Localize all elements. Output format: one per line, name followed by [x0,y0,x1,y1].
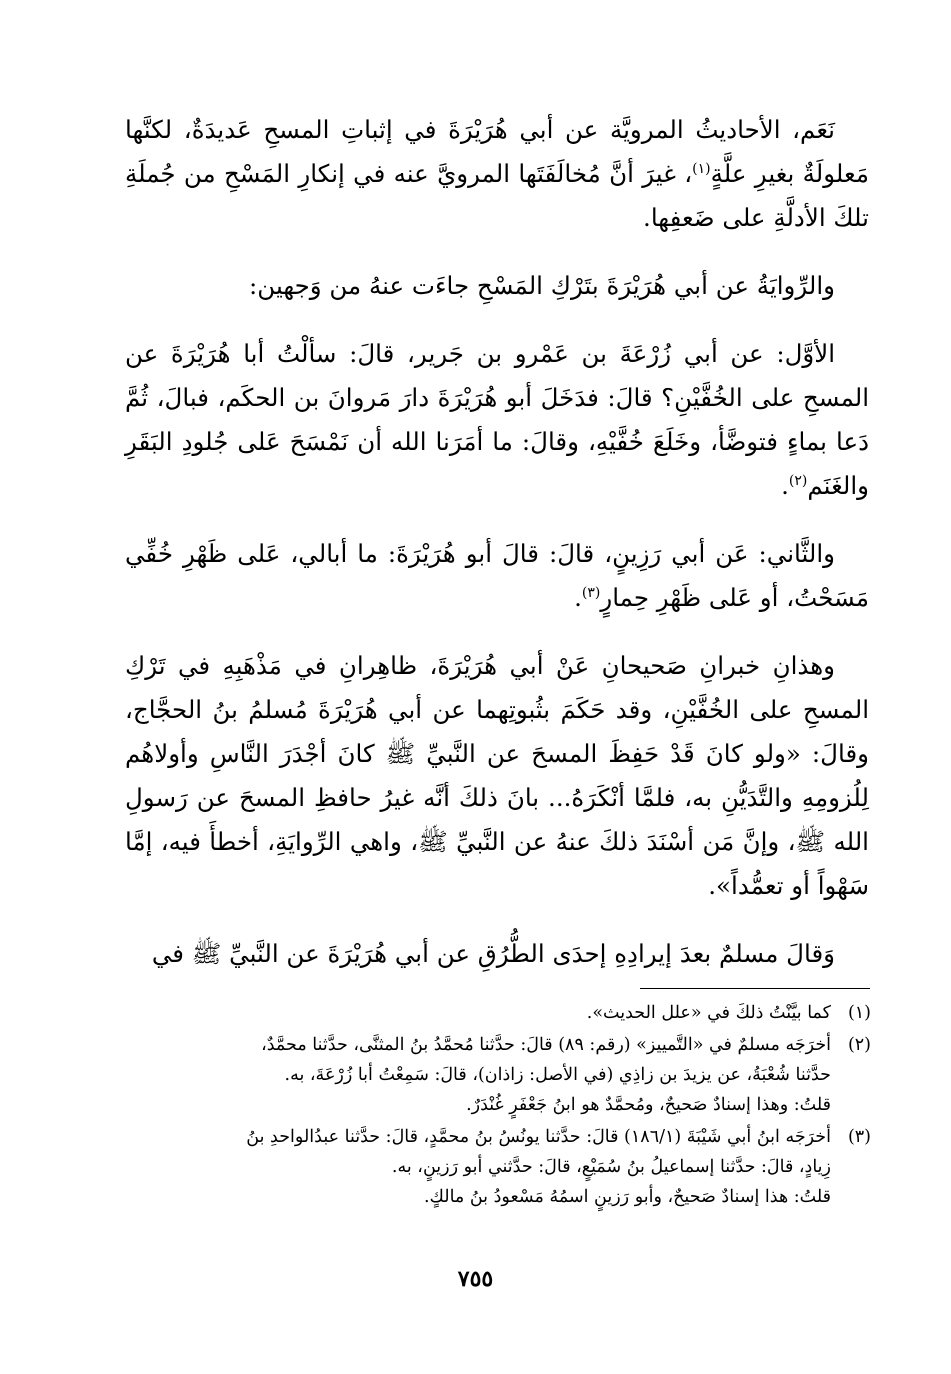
paragraph-1: نَعَم، الأحاديثُ المرويَّة عن أبي هُرَيْرَةَ في إثباتِ المسحِ عَديدَةٌ، لكنَّها مَعلولَةٌ بغيرِ علَّةٍ$^{(١)}$، غيرَ أنَّ مُخالَفَتَها المرويَّ عنه في إنكارِ المَسْحِ من جُملَةِ تلكَ الأدلَّةِ على ضَعفِها. [125,115,869,232]
footnote-line: زِيادٍ، قالَ: حدَّثنا إسماعيلُ بنُ سُمَيْعٍ، قالَ: حدَّثني أبو رَزينٍ، به. [391,1157,831,1177]
footnote-2 [125,1030,871,1120]
paragraph-5: وهذانِ خبرانِ صَحيحانِ عَنْ أبي هُرَيْرَةَ، ظاهِرانِ في مَذْهَبِهِ في تَرْكِ المسحِ على الخُفَّيْنِ، وقد حَكَمَ بثُبوتِهما عن أبي هُرَيْرَةَ مُسلمُ بنُ الحجَّاج، وقالَ: «ولو كانَ قَدْ حَفِظَ المسحَ عن النَّبيِّ ﷺ كانَ أجْدَرَ النَّاسِ وأولاهُم لِلُزومِهِ والتَّدَيُّنِ به، فلمَّا أنْكَرَهُ... بانَ ذلكَ أنَّه غيرُ حافظِ المسحَ عن رَسولِ الله ﷺ، وإنَّ مَن أسْنَدَ ذلكَ عنهُ عن النَّبيِّ ﷺ، واهي الرِّوايَةِ، أخطأَ فيه، إمَّا سَهْواً أو تعمُّداً». [125,651,869,900]
footnote-1 [125,998,871,1028]
paragraph-2: والرِّوايَةُ عن أبي هُرَيْرَةَ بتَرْكِ المَسْحِ جاءَت عنهُ من وَجهين: [249,271,835,300]
page-number: ٧٥٥ [457,1266,494,1292]
footnote-ref-3[interactable]: (٣) [581,584,601,601]
footnote-line: قلتُ: هذا إسنادٌ صَحيحٌ، وأبو رَزينٍ اسمُهُ مَسْعودُ بنُ مالكٍ. [423,1187,831,1207]
footnote-ref-1[interactable]: (١) [692,160,711,177]
paragraph-4: والثَّاني: عَن أبي رَزِينٍ، قالَ: قالَ أبو هُرَيْرَةَ: ما أبالي، عَلى ظَهْرِ خُفِّي مَسَحْتُ، أو عَلى ظَهْرِ حِمارٍ$^{(٣)}$. [125,539,869,612]
footnote-separator [640,988,870,989]
footnote-line: كما بيَّنْتُ ذلكَ في «علل الحديث». [586,1003,831,1023]
footnotes [125,998,871,1214]
footnote-ref-2[interactable]: (٢) [788,472,808,489]
footnote-line: قلتُ: وهذا إسنادٌ صَحيحٌ، ومُحمَّدٌ هو ابنُ جَعْفَرٍ غُنْدَرٌ. [466,1095,831,1115]
footnote-line: حدَّثنا شُعْبَةُ، عن يزيدَ بن زاذِي (في الأصل: زاذان)، قالَ: سَمِعْتُ أبا زُرْعَةَ، به. [284,1065,831,1085]
footnote-number: (٢) [847,1035,871,1055]
footnote-3 [125,1122,871,1212]
paragraph-6: وَقالَ مسلمٌ بعدَ إيرادِهِ إحدَى الطُّرُقِ عن أبي هُرَيْرَةَ عن النَّبيِّ ﷺ في [151,939,835,968]
footnote-number: (١) [847,1003,871,1023]
footnote-number: (٣) [847,1127,871,1147]
paragraph-3: الأوَّل: عن أبي زُرْعَةَ بن عَمْرو بن جَرير، قالَ: سألْتُ أبا هُرَيْرَةَ عن المسحِ على الخُفَّيْنِ؟ قالَ: فدَخَلَ أبو هُرَيْرَةَ دارَ مَروانَ بن الحكَم، فبالَ، ثُمَّ دَعا بماءٍ فتوضَّأ، وخَلَعَ خُفَّيْهِ، وقالَ: ما أمَرَنا الله أن نَمْسَحَ عَلى جُلودِ البَقَرِ والغَنَم$^{(٢)}$. [125,339,869,500]
footnote-line: أخرَجَه ابنُ أبي شَيْبَةَ (١٨٦/١) قالَ: حدَّثنا يونُسُ بنُ محمَّدٍ، قالَ: حدَّثنا عبدُالواحدِ بنُ [246,1127,831,1147]
main-text [125,108,869,998]
footnote-line: أخرَجَه مسلمٌ في «التَّمييز» (رقم: ٨٩) قالَ: حدَّثنا مُحمَّدُ بنُ المثنَّى، حدَّثنا محمَّدٌ، [261,1035,831,1055]
